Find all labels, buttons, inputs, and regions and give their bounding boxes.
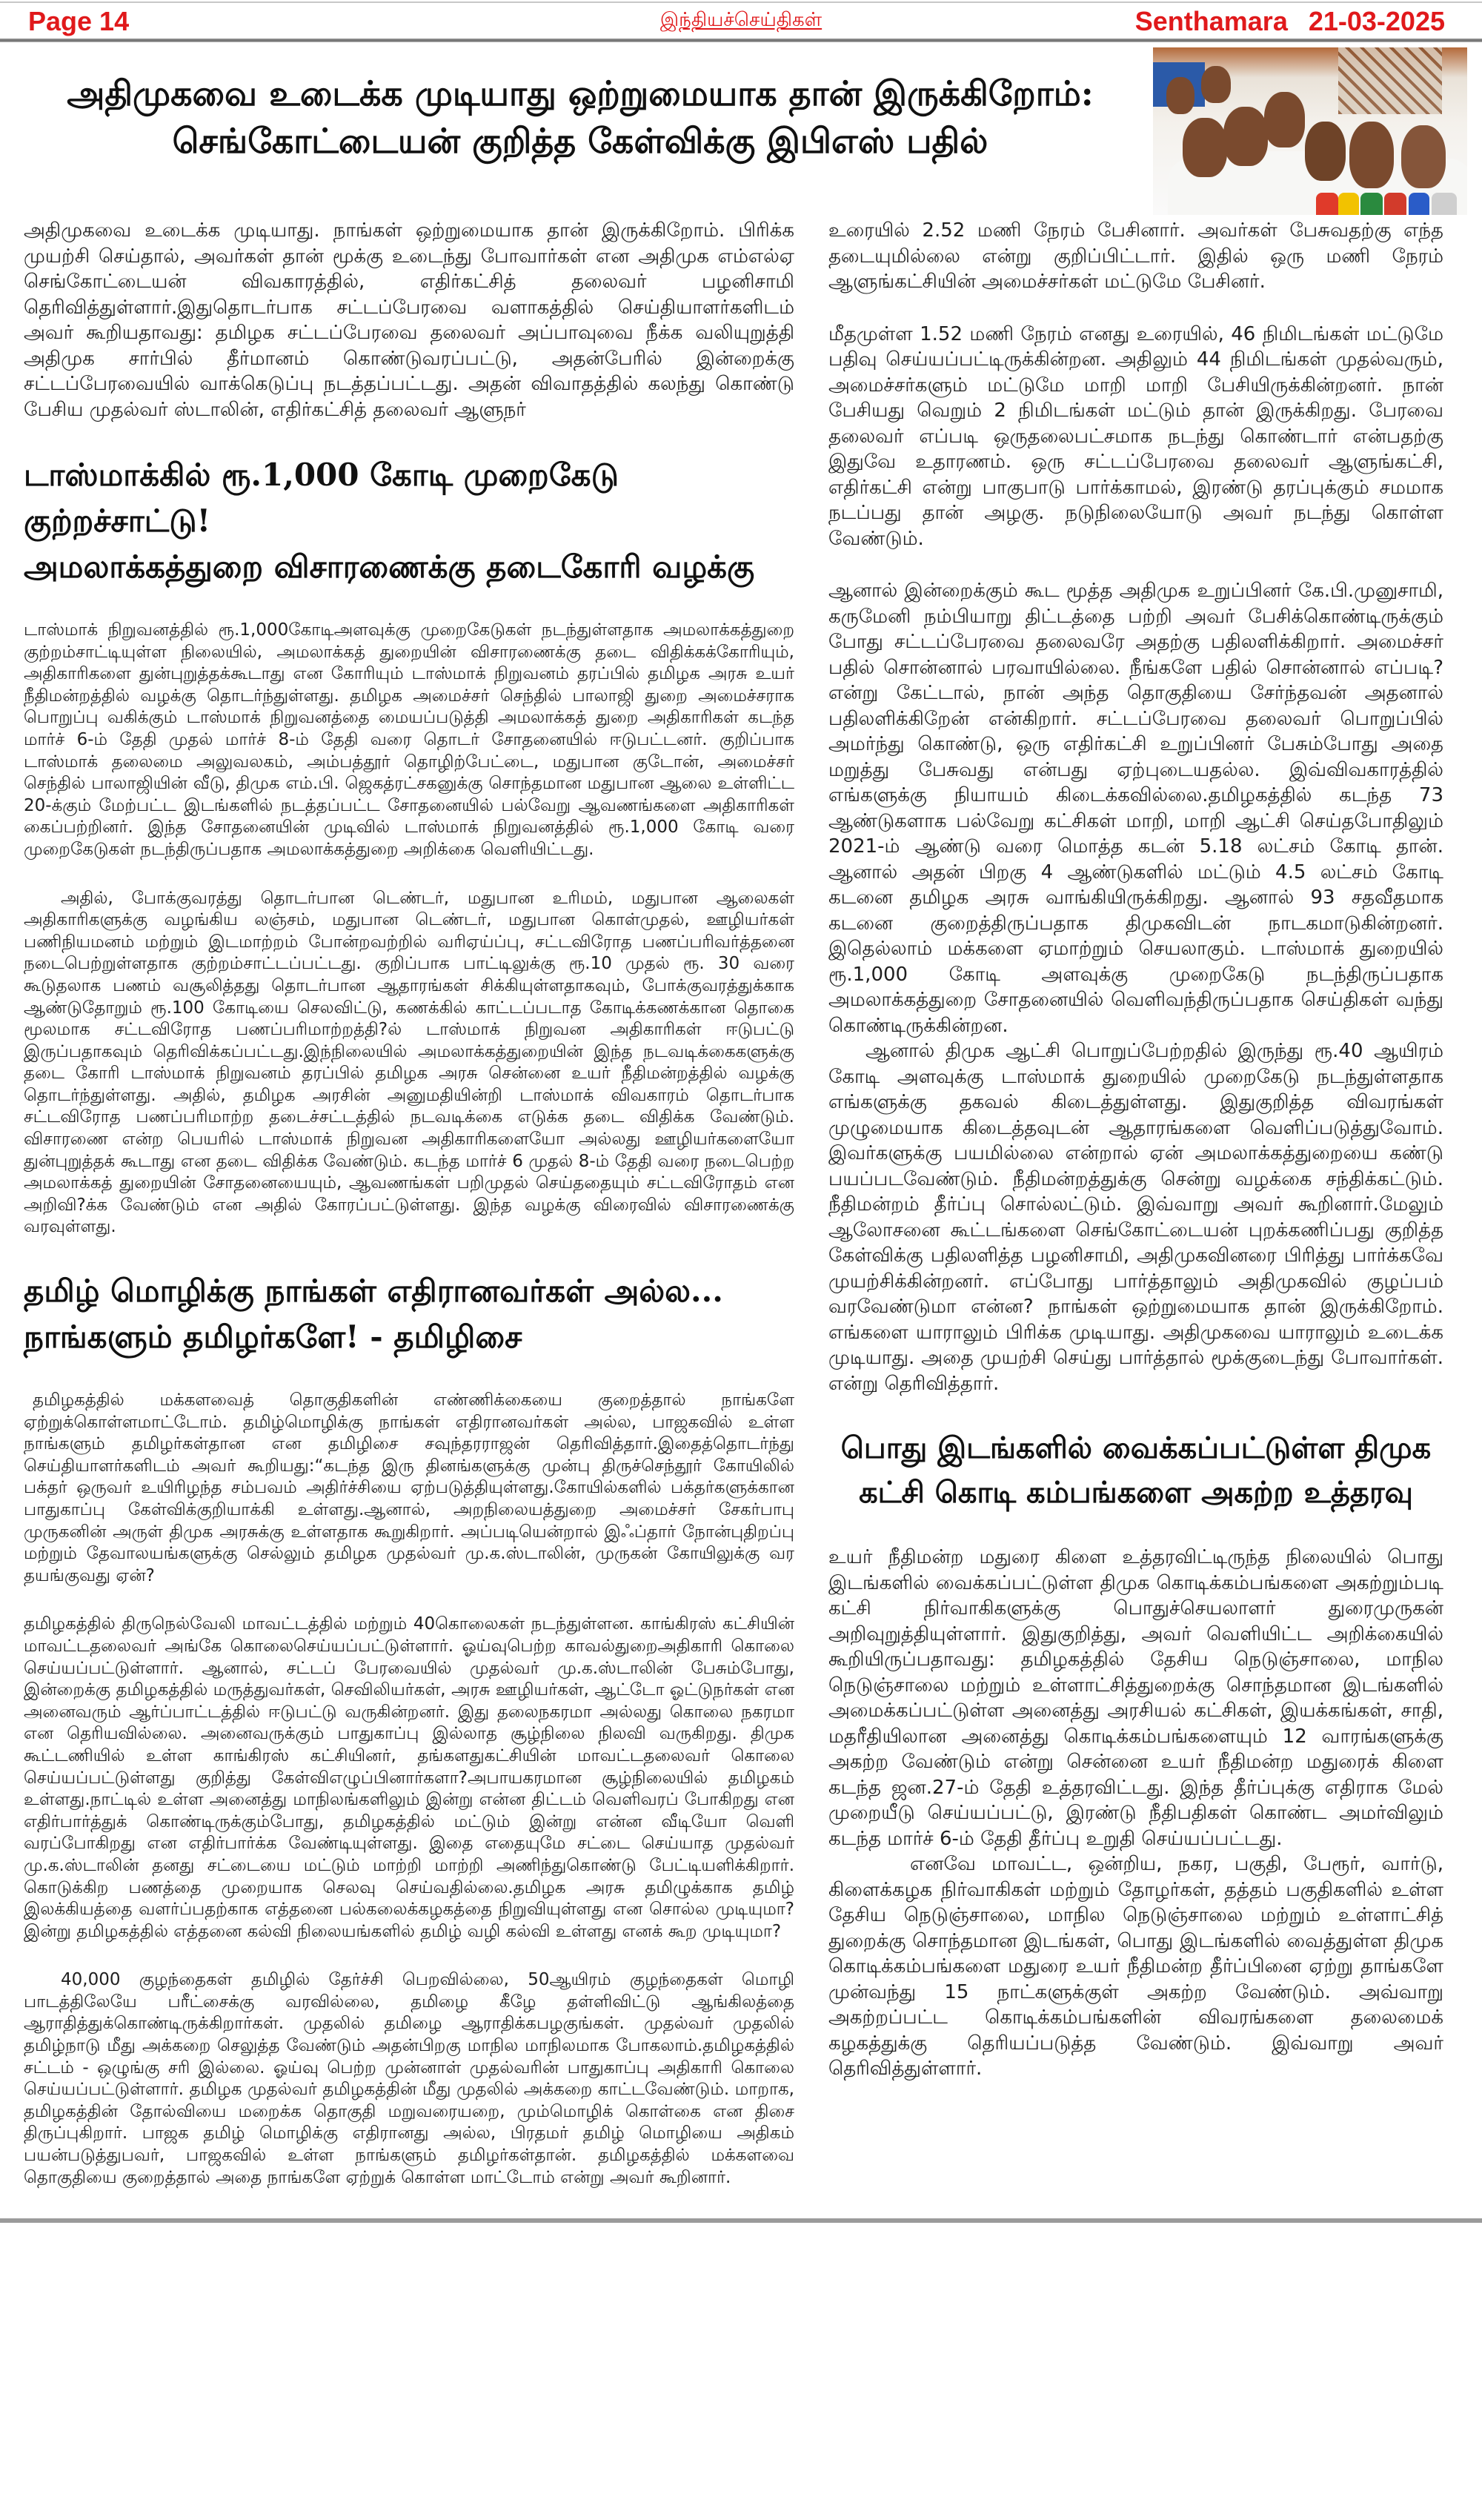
- tamilisai-headline: [24, 1268, 794, 1360]
- article-paragraph: எனவே மாவட்ட, ஒன்றிய, நகர, பகுதி, பேரூர், வார்டு, கிளைக்கழக நிர்வாகிகள் மற்றும் தோழர்கள், தத்தம் பகுதிகளில் உள்ள தேசிய நெடுஞ்சாலை, மாநில நெடுஞ்சாலை மற்றும் உள்ளாட்சித் துறைக்கு சொந்தமான இடங்கள், பொது இடங்களில் வைத்துள்ள திமுக கொடிக்கம்பங்களை மதுரை உயர் நீதிமன்ற தீர்ப்பினை ஏற்று தாங்களே முன்வந்து 15 நாட்களுக்குள் அகற்ற வேண்டும். அவ்வாறு அகற்றப்பட்ட கொடிக்கம்பங்களின் விவரங்களை தலைமைக் கழகத்துக்கு தெரியப்படுத்த வேண்டும். இவ்வாறு அவர் தெரிவித்துள்ளார்.: [828, 1853, 1443, 2080]
- paper-info: [1135, 6, 1445, 37]
- flagpole-story-text: [828, 1545, 1443, 2082]
- issue-date: 21-03-2025: [1308, 6, 1445, 36]
- mic-icon: [1338, 193, 1359, 215]
- top-rule: [0, 1, 1482, 3]
- right-column: [828, 218, 1443, 2082]
- tasmac-story-text: [24, 620, 794, 1239]
- section-title: [519, 9, 963, 33]
- tasmac-headline-line-2: அமலாக்கத்துறை விசாரணைக்கு தடைகோரி வழக்கு: [24, 548, 755, 585]
- article-paragraph: ஆனால் திமுக ஆட்சி பொறுப்பேற்றதில் இருந்து ரூ.40 ஆயிரம் கோடி அளவுக்கு டாஸ்மாக் துறையில் முறைகேடு நடந்துள்ளதாக எங்களுக்கு தகவல் கிடைத்துள்ளது. இதுகுறித்த விவரங்கள் முழுமையாக கிடைத்தவுடன் ஆதாரங்களை வெளிப்படுத்துவோம். இவர்களுக்கு பயமில்லை என்றால் ஏன் அமலாக்கத்துறையை கண்டு பயப்படவேண்டும். நீதிமன்றத்துக்கு சென்று வழக்கை சந்திக்கட்டும். நீதிமன்றம் தீர்ப்பு சொல்லட்டும். இவ்வாறு அவர் கூறினார்.மேலும் ஆலோசனை கூட்டங்களை செங்கோட்டையன் புறக்கணிப்பது குறித்த கேள்விக்கு பதிலளித்த பழனிசாமி, அதிமுகவினரை பிரித்து பார்க்கவே முயற்சிக்கின்றனர். எப்போது பார்த்தாலும் அதிமுகவில் குழப்பம் வரவேண்டுமா என்ன? நாங்கள் ஒற்றுமையாக தான் இருக்கிறோம். எங்களை யாராலும் பிரிக்க முடியாது. அதிமுகவை யாராலும் உடைக்க முடியாது. அதை முயற்சி செய்து பார்த்தால் மூக்குடைந்து போவார்கள். என்று தெரிவித்தார்.: [828, 1040, 1443, 1395]
- window-grill: [1338, 47, 1442, 114]
- person-face: [1223, 107, 1268, 166]
- mic-icon: [1384, 193, 1406, 215]
- press-meet-photo: [1153, 47, 1467, 215]
- lead-headline-line-2: செங்கோட்டையன் குறித்த கேள்விக்கு இபிஎஸ் பதில்: [172, 121, 988, 161]
- mic-icon: [1316, 193, 1338, 215]
- masthead: [0, 0, 1482, 43]
- tasmac-headline: [24, 452, 794, 590]
- article-paragraph: டாஸ்மாக் நிறுவனத்தில் ரூ.1,000கோடிஅளவுக்கு முறைகேடுகள் நடந்துள்ளதாக அமலாக்கத்துறை குற்றம்சாட்டியுள்ள நிலையில், அமலாக்கத் துறையின் விசாரணைக்கு தடை விதிக்கக்கோரியும், அதிகாரிகளை துன்புறுத்தக்கூடாது என கோரியும் டாஸ்மாக் நிறுவனம் தரப்பில் தமிழக அரசு உயர் நீதிமன்றத்தில் வழக்கு தொடர்ந்துள்ளது. தமிழக அமைச்சர் செந்தில் பாலாஜி துறை அமைச்சராக பொறுப்பு வகிக்கும் டாஸ்மாக் நிறுவனத்தை மையப்படுத்தி அமலாக்கத் துறை அதிகாரிகள் கடந்த மார்ச் 6-ம் தேதி முதல் மார்ச் 8-ம் தேதி வரை தொடர் சோதனையில் ஈடுபட்டனர். குறிப்பாக டாஸ்மாக் தலைமை அலுவலகம், அம்பத்தூர் தொழிற்பேட்டை, மதுபான குடோன், அமைச்சர் செந்தில் பாலாஜியின் வீடு, திமுக எம்.பி. ஜெகத்ரட்சகனுக்கு சொந்தமான மதுபான ஆலை உள்ளிட்ட 20-க்கும் மேற்பட்ட இடங்களில் நடத்தப்பட்ட சோதனையில் பல்வேறு ஆவணங்களை அதிகாரிகள் கைப்பற்றினர். இந்த சோதனையின் முடிவில் டாஸ்மாக் நிறுவனத்தில் ரூ.1,000 கோடி வரை முறைகேடுகள் நடந்திருப்பதாக அமலாக்கத்துறை அறிக்கை வெளியிட்டது.: [24, 620, 794, 859]
- paper-name: Senthamara: [1134, 6, 1288, 36]
- lead-headline: [22, 70, 1138, 165]
- lead-headline-line-1: அதிமுகவை உடைக்க முடியாது ஒற்றுமையாக தான் இருக்கிறோம்:: [67, 73, 1094, 113]
- person-face: [1201, 66, 1231, 103]
- flagpole-headline-line-1: பொது இடங்களில் வைக்கப்பட்டுள்ள திமுக: [840, 1430, 1432, 1465]
- flagpole-headline: [828, 1426, 1443, 1515]
- person-face: [1401, 125, 1446, 188]
- article-paragraph: அதிமுகவை உடைக்க முடியாது. நாங்கள் ஒற்றுமையாக தான் இருக்கிறோம். பிரிக்க முயற்சி செய்தால், அவர்கள் தான் மூக்கு உடைந்து போவார்கள் என அதிமுக எம்எல்ஏ செங்கோட்டையன் விவகாரத்தில், எதிர்கட்சித் தலைவர் பழனிசாமி தெரிவித்துள்ளார்.இதுதொடர்பாக சட்டப்பேரவை வளாகத்தில் செய்தியாளர்களிடம் அவர் கூறியதாவது: தமிழக சட்டப்பேரவை தலைவர் அப்பாவுவை நீக்க வலியுறுத்தி அதிமுக சார்பில் தீர்மானம் கொண்டுவரப்பட்டு, அதன்பேரில் இன்றைக்கு சட்டப்பேரவையில் வாக்கெடுப்பு நடத்தப்பட்டது. அதன் விவாதத்தில் கலந்து கொண்டு பேசிய முதல்வர் ஸ்டாலின், எதிர்கட்சித் தலைவர் ஆளுநர்: [24, 219, 794, 421]
- article-paragraph: 40,000 குழந்தைகள் தமிழில் தேர்ச்சி பெறவில்லை, 50ஆயிரம் குழந்தைகள் மொழி பாடத்திலேயே பரீட்சைக்கு வரவில்லை, தமிழை கீழே தள்ளிவிட்டு ஆங்கிலத்தை ஆராதித்துக்கொண்டிருக்கிறார்கள். முதலில் தமிழை ஆராதிக்கபழகுங்கள். முதல்வர் முதலில் தமிழ்நாடு மீது அக்கறை செலுத்த வேண்டும் அதன்பிறகு மாநில மாநிலமாக போகலாம்.தமிழகத்தில் சட்டம் - ஒழுங்கு சரி இல்லை. ஓய்வு பெற்ற முன்னாள் முதல்வரின் பாதுகாப்பு அதிகாரி கொலை செய்யப்பட்டுள்ளார். தமிழக முதல்வர் தமிழகத்தின் மீது முதலில் அக்கறை காட்டவேண்டும். மாறாக, தமிழகத்தின் தோல்வியை மறைக்க தொகுதி மறுவரையறை, மும்மொழிக் கொள்கை என திசை திருப்புகிறார். பாஜக தமிழ் மொழிக்கு எதிரானது அல்ல, பிரதமர் தமிழ் மொழியை அதிகம் பயன்படுத்துபவர், பாஜகவில் உள்ள நாங்களும் தமிழர்கள்தான். தமிழகத்தில் மக்களவை தொகுதியை குறைத்தால் அதை நாங்களே ஏற்றுக் கொள்ள மாட்டோம் என்று அவர் கூறினார்.: [24, 1970, 794, 2187]
- masthead-rule: [0, 39, 1482, 42]
- lead-story-left-text: [24, 218, 794, 422]
- article-paragraph: உரையில் 2.52 மணி நேரம் பேசினார். அவர்கள் பேசுவதற்கு எந்த தடையுமில்லை என்று குறிப்பிட்டார். இதில் ஒரு மணி நேரம் ஆளுங்கட்சியின் அமைச்சர்கள் மட்டுமே பேசினர்.: [828, 219, 1443, 293]
- left-column: [24, 218, 794, 2189]
- page-number: Page 14: [28, 6, 130, 36]
- person-face: [1264, 92, 1305, 147]
- tamilisai-story-text: [24, 1390, 794, 2189]
- person-face: [1349, 122, 1394, 188]
- tasmac-headline-line-1: டாஸ்மாக்கில் ரூ.1,000 கோடி முறைகேடு குற்றச்சாட்டு!: [24, 457, 619, 539]
- section-title-text: இந்தியச்செய்திகள்: [659, 9, 823, 31]
- mic-icon: [1432, 193, 1457, 215]
- mic-icon: [1360, 193, 1383, 215]
- article-columns: [0, 215, 1482, 2218]
- person-face: [1305, 122, 1346, 181]
- article-paragraph: ஆனால் இன்றைக்கும் கூட மூத்த அதிமுக உறுப்பினர் கே.பி.முனுசாமி, கருமேனி நம்பியாறு திட்டத்தை பற்றி அவர் பேசிக்கொண்டிருக்கும் போது சட்டப்பேரவை தலைவரே அதற்கு பதிலளிக்கிறார். அமைச்சர் பதில் சொன்னால் பரவாயில்லை. நீங்களே பதில் சொன்னால் எப்படி? என்று கேட்டால், நான் அந்த தொகுதியை சேர்ந்தவன் அதனால் பதிலளிக்கிறேன் என்கிறார். சட்டப்பேரவை தலைவர் பொறுப்பில் அமர்ந்து கொண்டு, ஒரு எதிர்கட்சி உறுப்பினர் பேசும்போது அதை மறுத்து பேசுவது என்பது ஏற்புடையதல்ல. இவ்விவகாரத்தில் எங்களுக்கு நியாயம் கிடைக்கவில்லை.தமிழகத்தில் கடந்த 73 ஆண்டுகளாக பல்வேறு கட்சிகள் மாறி, மாறி ஆட்சி செய்தபோதிலும் 2021-ம் ஆண்டு வரை மொத்த கடன் 5.18 லட்சம் கோடி தான். ஆனால் அதன் பிறகு 4 ஆண்டுகளில் மட்டும் 4.5 லட்சம் கோடி கடனை தமிழக அரசு வாங்கியிருக்கிறது. ஆனால் 93 சதவீதமாக கடனை குறைத்திருப்பதாக திமுகவிடன் நாடகமாடுகின்றனர். இதெல்லாம் மக்களை ஏமாற்றும் செயலாகும். டாஸ்மாக் துறையில் ரூ.1,000 கோடி அளவுக்கு முறைகேடு நடந்திருப்பதாக அமலாக்கத்துறை சோதனையில் வெளிவந்திருப்பதாக செய்திகள் வந்து கொண்டிருக்கின்றன.: [828, 580, 1443, 1037]
- tamilisai-headline-line-2: நாங்களும் தமிழர்களே! - தமிழிசை: [24, 1319, 522, 1356]
- lead-row: [0, 43, 1482, 215]
- person-face: [1166, 77, 1194, 114]
- article-paragraph: அதில், போக்குவரத்து தொடர்பான டெண்டர், மதுபான உரிமம், மதுபான ஆலைகள் அதிகாரிகளுக்கு வழங்கிய லஞ்சம், மதுபான டெண்டர், மதுபான கொள்முதல், ஊழியர்கள் பணிநியமனம் மற்றும் இடமாற்றம் போன்றவற்றில் வரிஏய்ப்பு, சட்டவிரோத பணப்பரிவர்த்தனை நடைபெற்றுள்ளதாக குற்றம்சாட்டப்பட்டது. குறிப்பாக பாட்டிலுக்கு ரூ.10 முதல் ரூ. 30 வரை கூடுதலாக பணம் வசூலித்தது தொடர்பான ஆதாரங்கள் சிக்கியுள்ளதாகவும், போக்குவரத்துக்காக ஆண்டுதோறும் ரூ.100 கோடியை செலவிட்டு, கணக்கில் காட்டப்படாத கோடிக்கணக்கான தொகை மூலமாக சட்டவிரோத பணப்பரிமாற்றத்தி?ல் டாஸ்மாக் நிறுவன அதிகாரிகள் ஈடுபட்டு இருப்பதாகவும் தெரிவிக்கப்பட்டது.இந்நிலையில் அமலாக்கத்துறையின் இந்த நடவடிக்கைகளுக்கு தடை கோரி டாஸ்மாக் நிறுவனம் தரப்பில் தமிழக அரசு சென்னை உயர் நீதிமன்றத்தில் வழக்கு தொடர்ந்துள்ளது. அதில், தமிழக அரசின் அனுமதியின்றி டாஸ்மாக் விவகாரம் தொடர்பாக சட்டவிரோத பணப்பரிமாற்ற தடைச்சட்டத்தில் நடவடிக்கை எடுக்க தடை விதிக்க வேண்டும். விசாரணை என்ற பெயரில் டாஸ்மாக் நிறுவன அதிகாரிகளையோ அல்லது ஊழியர்களையோ துன்புறுத்தக் கூடாது என தடை விதிக்க வேண்டும். கடந்த மார்ச் 6 முதல் 8-ம் தேதி வரை நடைபெற்ற அமலாக்கத் துறையின் சோதனையையும், ஆவணங்கள் பறிமுதல் செய்ததையும் சட்டவிரோதம் என அறிவி?க்க வேண்டும் என அதில் கோரப்பட்டுள்ளது. இந்த வழக்கு விரைவில் விசாரணைக்கு வரவுள்ளது.: [24, 888, 794, 1237]
- tamilisai-headline-line-1: தமிழ் மொழிக்கு நாங்கள் எதிரானவர்கள் அல்ல...: [24, 1273, 723, 1310]
- article-paragraph: தமிழகத்தில் திருநெல்வேலி மாவட்டத்தில் மற்றும் 40கொலைகள் நடந்துள்ளன. காங்கிரஸ் கட்சியின் மாவட்டதலைவர் அங்கே கொலைசெய்யப்பட்டுள்ளார். ஓய்வுபெற்ற காவல்துறைஅதிகாரி கொலை செய்யப்பட்டுள்ளார். ஆனால், சட்டப் பேரவையில் முதல்வர் மு.க.ஸ்டாலின் பேசும்போது, இன்றைக்கு தமிழகத்தில் மருத்துவர்கள், செவிலியர்கள், அரசு ஊழியர்கள், ஆட்டோ ஓட்டுநர்கள் என அனைவரும் ஆர்ப்பாட்டத்தில் ஈடுபட்டு வருகின்றனர். இது தலைநகரமா அல்லது கொலை நகரமா என தெரியவில்லை. அனைவருக்கும் பாதுகாப்பு இல்லாத சூழ்நிலை நிலவி வருகிறது. திமுக கூட்டணியில் உள்ள காங்கிரஸ் கட்சியினர், தங்களதுகட்சியின் மாவட்டதலைவர் கொலை செய்யப்பட்டுள்ளது குறித்து கேள்விஎழுப்பினார்களா?அபாயகரமான சூழ்நிலையில் தமிழகம் உள்ளது.நாட்டில் உள்ள அனைத்து மாநிலங்களிலும் இன்று என்ன திட்டம் வெளிவரப் போகிறது என எதிர்பார்த்துக் கொண்டிருக்கும்போது, தமிழகத்தில் மட்டும் இன்று என்ன வீடியோ வெளி வரப்போகிறது என எதிர்பார்க்க வேண்டியுள்ளது. இதை எதையுமே சட்டை செய்யாத முதல்வர் மு.க.ஸ்டாலின் தனது சட்டையை மட்டும் மாற்றி மாற்றி அணிந்துகொண்டு பேட்டியளிக்கிறார். கொடுக்கிற பணத்தை முறையாக செலவு செய்வதில்லை.தமிழக அரசு தமிழுக்காக தமிழ் இலக்கியத்தை வளர்ப்பதற்காக எத்தனை பல்கலைக்கழகத்தை நிறுவியுள்ளது என சொல்ல முடியுமா? இன்று தமிழகத்தில் எத்தனை கல்வி நிலையங்களில் தமிழ் வழி கல்வி உள்ளது எனக் கூற முடியுமா?: [24, 1614, 794, 1941]
- person-face: [1183, 118, 1227, 177]
- article-paragraph: உயர் நீதிமன்ற மதுரை கிளை உத்தரவிட்டிருந்த நிலையில் பொது இடங்களில் வைக்கப்பட்டுள்ள திமுக கொடிக்கம்பங்களை அகற்றும்படி கட்சி நிர்வாகிகளுக்கு பொதுச்செயலாளர் துரைமுருகன் அறிவுறுத்தியுள்ளார். இதுகுறித்து, அவர் வெளியிட்ட அறிக்கையில் கூறியிருப்பதாவது: தமிழகத்தில் தேசிய நெடுஞ்சாலை, மாநில நெடுஞ்சாலை மற்றும் உள்ளாட்சித்துறைக்கு சொந்தமான இடங்களில் அமைக்கப்பட்டுள்ள அனைத்து அரசியல் கட்சிகள், இயக்கங்கள், சாதி, மதரீதியிலான அனைத்து கொடிக்கம்பங்களையும் 12 வாரங்களுக்கு அகற்ற வேண்டும் என்று சென்னை உயர் நீதிமன்ற மதுரைக் கிளை கடந்த ஜன.27-ம் தேதி உத்தரவிட்டது. இந்த தீர்ப்புக்கு எதிராக மேல் முறையீடு செய்யப்பட்டு, இரண்டு நீதிபதிகள் கொண்ட அமர்விலும் கடந்த மார்ச் 6-ம் தேதி தீர்ப்பு உறுதி செய்யப்பட்டது.: [828, 1546, 1443, 1850]
- bottom-rule: [0, 2218, 1482, 2223]
- article-paragraph: மீதமுள்ள 1.52 மணி நேரம் எனது உரையில், 46 நிமிடங்கள் மட்டுமே பதிவு செய்யப்பட்டிருக்கின்றன. அதிலும் 44 நிமிடங்கள் முதல்வரும், அமைச்சர்களும் மட்டுமே மாறி மாறி பேசியிருக்கின்றனர். நான் பேசியது வெறும் 2 நிமிடங்கள் மட்டும் தான் இருக்கிறது. பேரவை தலைவர் எப்படி ஒருதலைபட்சமாக நடந்து கொண்டார் என்பதற்கு இதுவே உதாரணம். ஒரு சட்டப்பேரவை தலைவர் ஆளுங்கட்சி, எதிர்கட்சி என்று பாகுபாடு பார்க்காமல், இரண்டு தரப்புக்கும் சமமாக நடப்பது தான் அழகு. நடுநிலையோடு அவர் நடந்து கொள்ள வேண்டும்.: [828, 322, 1443, 550]
- mic-icon: [1409, 193, 1429, 215]
- flagpole-headline-line-2: கட்சி கொடி கம்பங்களை அகற்ற உத்தரவு: [859, 1475, 1413, 1510]
- lead-story-right-text: [828, 218, 1443, 1396]
- article-paragraph: தமிழகத்தில் மக்களவைத் தொகுதிகளின் எண்ணிக்கையை குறைத்தால் நாங்களே ஏற்றுக்கொள்ளமாட்டோம். தமிழ்மொழிக்கு நாங்கள் எதிரானவர்கள் அல்ல, பாஜகவில் உள்ள நாங்களும் தமிழர்கள்தான என தமிழிசை சவுந்தரராஜன் தெரிவித்தார்.இதைத்தொடர்ந்து செய்தியாளர்களிடம் அவர் கூறியது:“கடந்த இரு தினங்களுக்கு முன்பு திருச்செந்தூர் கோயிலில் பக்தர் ஒருவர் உயிரிழந்த சம்பவம் அதிர்ச்சியை ஏற்படுத்தியுள்ளது.கோயில்களில் பக்தர்களுக்கான பாதுகாப்பு கேள்விக்குறியாக்கி உள்ளது.ஆனால், அறநிலையத்துறை அமைச்சர் சேகர்பாபு முருகனின் அருள் திமுக அரசுக்கு உள்ளதாக கூறுகிறார். அப்படியென்றால் இஃப்தார் நோன்புதிறப்பு மற்றும் தேவாலயங்களுக்கு செல்லும் தமிழக முதல்வர் மு.க.ஸ்டாலின், முருகன் கோயிலுக்கு வர தயங்குவது ஏன்?: [24, 1390, 794, 1585]
